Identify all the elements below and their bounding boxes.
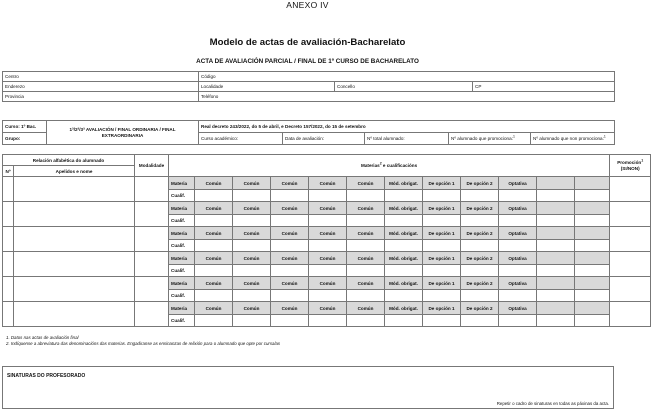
subject-cell: De opción 2	[461, 227, 499, 240]
grupo-label[interactable]: Grupo:	[3, 133, 47, 145]
subject-cell: Común	[271, 277, 309, 290]
grade-cell[interactable]	[195, 315, 233, 327]
grade-cell[interactable]	[309, 265, 347, 277]
student-number-cell[interactable]	[3, 177, 14, 202]
student-name-cell[interactable]	[14, 177, 135, 202]
grade-cell[interactable]	[499, 290, 537, 302]
grade-cell[interactable]	[461, 190, 499, 202]
promotion-cell[interactable]	[610, 277, 651, 302]
subject-cell: Común	[271, 202, 309, 215]
extra-subject-cell[interactable]	[537, 252, 575, 265]
extra-subject-cell[interactable]	[537, 277, 575, 290]
subject-cell: Mód. obrigat.	[385, 177, 423, 190]
grade-cell[interactable]	[309, 190, 347, 202]
grade-cell[interactable]	[195, 190, 233, 202]
grade-cell[interactable]	[195, 240, 233, 252]
student-number-cell[interactable]	[3, 277, 14, 302]
enderezo-field[interactable]: Enderezo	[3, 82, 199, 92]
data-avaliacion-field[interactable]: Data de avaliación:	[283, 133, 365, 145]
signatures-label: SINATURAS DO PROFESORADO	[7, 373, 86, 379]
student-materia-row	[3, 277, 651, 290]
student-name-cell[interactable]	[14, 252, 135, 277]
grade-cell[interactable]	[233, 190, 271, 202]
grade-cell[interactable]	[575, 240, 610, 252]
student-materia-row	[3, 302, 651, 315]
curso-label[interactable]: Curso: 1º Bac.	[3, 121, 47, 133]
grade-cell[interactable]	[575, 315, 610, 327]
grade-cell[interactable]	[347, 240, 385, 252]
grade-cell[interactable]	[271, 215, 309, 227]
materia-row-label: Materia	[169, 227, 195, 240]
materia-row-label: Materia	[169, 277, 195, 290]
total-alumnado-field[interactable]: Nº total alumnado:	[365, 133, 449, 145]
grade-cell[interactable]	[385, 240, 423, 252]
subject-cell: Mód. obrigat.	[385, 277, 423, 290]
decree-reference: Real decreto 243/2022, do 5 de abril, e Decreto 157/2022, do 15 de setembro	[199, 121, 615, 133]
grade-cell[interactable]	[499, 315, 537, 327]
relation-header: Relación alfabética do alumnado	[3, 155, 135, 166]
grade-cell[interactable]	[347, 265, 385, 277]
extra-subject-cell[interactable]	[575, 227, 610, 240]
provincia-field[interactable]: Provincia	[3, 92, 199, 102]
subject-cell: Optativa	[499, 252, 537, 265]
grade-cell[interactable]	[233, 265, 271, 277]
grade-cell[interactable]	[537, 240, 575, 252]
subject-cell: Común	[271, 302, 309, 315]
grade-cell[interactable]	[271, 240, 309, 252]
subject-cell: De opción 2	[461, 177, 499, 190]
signature-box[interactable]	[2, 366, 614, 409]
grade-cell[interactable]	[499, 265, 537, 277]
promotion-cell[interactable]	[610, 227, 651, 252]
concello-field[interactable]: Concello	[335, 82, 473, 92]
student-name-cell[interactable]	[14, 302, 135, 327]
promociona-field[interactable]: Nº alumnado que promociona:$^1$	[449, 133, 531, 145]
promotion-cell[interactable]	[610, 302, 651, 327]
extra-subject-cell[interactable]	[575, 277, 610, 290]
subject-cell: Común	[233, 177, 271, 190]
subject-cell: Mód. obrigat.	[385, 252, 423, 265]
grade-cell[interactable]	[423, 240, 461, 252]
grade-cell[interactable]	[347, 290, 385, 302]
localidade-field[interactable]: Localidade	[199, 82, 335, 92]
extra-subject-cell[interactable]	[575, 302, 610, 315]
grade-cell[interactable]	[537, 315, 575, 327]
subject-cell: Optativa	[499, 302, 537, 315]
grade-cell[interactable]	[385, 315, 423, 327]
grade-cell[interactable]	[385, 190, 423, 202]
grade-cell[interactable]	[347, 315, 385, 327]
subject-cell: De opción 1	[423, 177, 461, 190]
subject-cell: Común	[195, 302, 233, 315]
grade-cell[interactable]	[461, 265, 499, 277]
subject-cell: Común	[233, 252, 271, 265]
grade-cell[interactable]	[537, 265, 575, 277]
grade-cell[interactable]	[423, 215, 461, 227]
grade-cell[interactable]	[309, 240, 347, 252]
subject-cell: Común	[233, 227, 271, 240]
grade-cell[interactable]	[537, 215, 575, 227]
center-info-table	[2, 71, 615, 102]
extra-subject-cell[interactable]	[537, 302, 575, 315]
extra-subject-cell[interactable]	[537, 177, 575, 190]
subject-cell: Común	[347, 227, 385, 240]
grade-cell[interactable]	[385, 290, 423, 302]
subject-cell: Común	[309, 202, 347, 215]
grade-cell[interactable]	[575, 290, 610, 302]
grade-cell[interactable]	[575, 215, 610, 227]
extra-subject-cell[interactable]	[575, 202, 610, 215]
promotion-cell[interactable]	[610, 202, 651, 227]
subject-cell: Común	[347, 177, 385, 190]
grade-cell[interactable]	[575, 265, 610, 277]
student-modality-cell[interactable]	[135, 277, 169, 302]
subject-cell: De opción 1	[423, 227, 461, 240]
annex-label: ANEXO IV	[286, 0, 329, 10]
grade-cell[interactable]	[195, 290, 233, 302]
grade-cell[interactable]	[347, 190, 385, 202]
subject-cell: Optativa	[499, 277, 537, 290]
subject-cell: Común	[309, 177, 347, 190]
cualif-row-label: Cualif.	[169, 265, 195, 277]
grade-cell[interactable]	[271, 265, 309, 277]
subjects-header: Materias$^2$ e cualificacións	[169, 155, 610, 177]
grade-cell[interactable]	[195, 265, 233, 277]
ano-academico-field[interactable]: Curso académico:	[199, 133, 283, 145]
grade-cell[interactable]	[233, 290, 271, 302]
promotion-cell[interactable]	[610, 252, 651, 277]
promotion-header: Promoción$^1$ (SI/NON)	[610, 155, 651, 177]
codigo-field[interactable]: Código	[199, 72, 615, 82]
subject-cell: Común	[195, 227, 233, 240]
grade-cell[interactable]	[385, 265, 423, 277]
student-name-cell[interactable]	[14, 202, 135, 227]
cualif-row-label: Cualif.	[169, 240, 195, 252]
student-modality-cell[interactable]	[135, 252, 169, 277]
subject-cell: Común	[233, 277, 271, 290]
grade-cell[interactable]	[423, 290, 461, 302]
course-info-table	[2, 120, 615, 145]
grade-cell[interactable]	[271, 290, 309, 302]
subject-cell: De opción 1	[423, 202, 461, 215]
grade-cell[interactable]	[537, 190, 575, 202]
extra-subject-cell[interactable]	[537, 227, 575, 240]
footnote-2: 2. Indíquense a abreviatura das denominacións das materias. Engadiranse as ensinanzas de relixión para o alumnado que opte por cursalas	[6, 341, 281, 346]
grade-cell[interactable]	[537, 290, 575, 302]
subject-cell: Común	[309, 227, 347, 240]
subject-cell: De opción 1	[423, 277, 461, 290]
grade-cell[interactable]	[499, 190, 537, 202]
act-subtitle: ACTA DE AVALIACIÓN PARCIAL / FINAL DE 1º CURSO DE BACHARELATO	[196, 58, 419, 65]
student-materia-row	[3, 252, 651, 265]
materia-row-label: Materia	[169, 302, 195, 315]
grade-cell[interactable]	[233, 315, 271, 327]
subject-cell: De opción 2	[461, 277, 499, 290]
materia-row-label: Materia	[169, 252, 195, 265]
signatures-note: Repetir o cadro de sinaturas en todas as páxinas da acta.	[496, 401, 609, 406]
subject-cell: De opción 2	[461, 302, 499, 315]
grade-cell[interactable]	[347, 215, 385, 227]
student-materia-row	[3, 177, 651, 190]
subject-cell: Mód. obrigat.	[385, 227, 423, 240]
subject-cell: Común	[347, 202, 385, 215]
student-number-cell[interactable]	[3, 202, 14, 227]
evaluation-type: 1ª/2ª/3ª AVALIACIÓN / FINAL ORDINARIA / FINAL EXTRAORDINARIA	[47, 121, 199, 145]
grade-cell[interactable]	[385, 215, 423, 227]
grade-cell[interactable]	[423, 315, 461, 327]
student-name-cell[interactable]	[14, 227, 135, 252]
subject-cell: Mód. obrigat.	[385, 202, 423, 215]
num-header: Nº	[3, 166, 14, 177]
student-name-cell[interactable]	[14, 277, 135, 302]
subject-cell: Común	[195, 252, 233, 265]
grades-table	[2, 154, 651, 327]
grade-cell[interactable]	[499, 215, 537, 227]
telefono-field[interactable]: Teléfono	[199, 92, 615, 102]
grade-cell[interactable]	[499, 240, 537, 252]
cp-field[interactable]: CP	[473, 82, 615, 92]
subject-cell: Común	[271, 252, 309, 265]
student-materia-row	[3, 227, 651, 240]
name-header: Apelidos e nome	[14, 166, 135, 177]
subject-cell: Común	[195, 177, 233, 190]
grade-cell[interactable]	[195, 215, 233, 227]
subject-cell: Común	[309, 302, 347, 315]
extra-subject-cell[interactable]	[575, 177, 610, 190]
grade-cell[interactable]	[233, 215, 271, 227]
student-materia-row	[3, 202, 651, 215]
grade-cell[interactable]	[233, 240, 271, 252]
subject-cell: Mód. obrigat.	[385, 302, 423, 315]
cualif-row-label: Cualif.	[169, 215, 195, 227]
cualif-row-label: Cualif.	[169, 290, 195, 302]
cualif-row-label: Cualif.	[169, 315, 195, 327]
extra-subject-cell[interactable]	[575, 252, 610, 265]
grade-cell[interactable]	[461, 315, 499, 327]
centro-field[interactable]: Centro	[3, 72, 199, 82]
student-number-cell[interactable]	[3, 227, 14, 252]
materia-row-label: Materia	[169, 177, 195, 190]
grade-cell[interactable]	[309, 315, 347, 327]
subject-cell: Común	[233, 202, 271, 215]
subject-cell: Común	[347, 302, 385, 315]
footnote-1: 1. Datos nas actas de avaliación final	[6, 335, 79, 340]
document-title: Modelo de actas de avaliación-Bacharelato	[209, 37, 406, 48]
subject-cell: Común	[195, 277, 233, 290]
subject-cell: De opción 1	[423, 302, 461, 315]
grade-cell[interactable]	[309, 215, 347, 227]
subject-cell: Común	[271, 177, 309, 190]
subject-cell: Común	[309, 252, 347, 265]
subject-cell: De opción 2	[461, 252, 499, 265]
subject-cell: De opción 2	[461, 202, 499, 215]
grade-cell[interactable]	[461, 290, 499, 302]
promotion-cell[interactable]	[610, 177, 651, 202]
grade-cell[interactable]	[423, 265, 461, 277]
extra-subject-cell[interactable]	[537, 202, 575, 215]
non-promociona-field[interactable]: Nº alumnado que non promociona:$^1$	[531, 133, 615, 145]
subject-cell: Optativa	[499, 202, 537, 215]
grade-cell[interactable]	[271, 190, 309, 202]
subject-cell: Común	[347, 252, 385, 265]
student-modality-cell[interactable]	[135, 177, 169, 202]
grade-cell[interactable]	[423, 190, 461, 202]
subject-cell: Común	[271, 227, 309, 240]
student-modality-cell[interactable]	[135, 227, 169, 252]
grade-cell[interactable]	[461, 240, 499, 252]
cualif-row-label: Cualif.	[169, 190, 195, 202]
modality-header: Modalidade	[135, 155, 169, 177]
student-number-cell[interactable]	[3, 302, 14, 327]
subject-cell: De opción 1	[423, 252, 461, 265]
subject-cell: Optativa	[499, 177, 537, 190]
subject-cell: Común	[347, 277, 385, 290]
grade-cell[interactable]	[309, 290, 347, 302]
grade-cell[interactable]	[461, 215, 499, 227]
subject-cell: Común	[309, 277, 347, 290]
grade-cell[interactable]	[271, 315, 309, 327]
subject-cell: Común	[233, 302, 271, 315]
student-modality-cell[interactable]	[135, 302, 169, 327]
student-number-cell[interactable]	[3, 252, 14, 277]
materia-row-label: Materia	[169, 202, 195, 215]
grade-cell[interactable]	[575, 190, 610, 202]
subject-cell: Optativa	[499, 227, 537, 240]
subject-cell: Común	[195, 202, 233, 215]
student-modality-cell[interactable]	[135, 202, 169, 227]
